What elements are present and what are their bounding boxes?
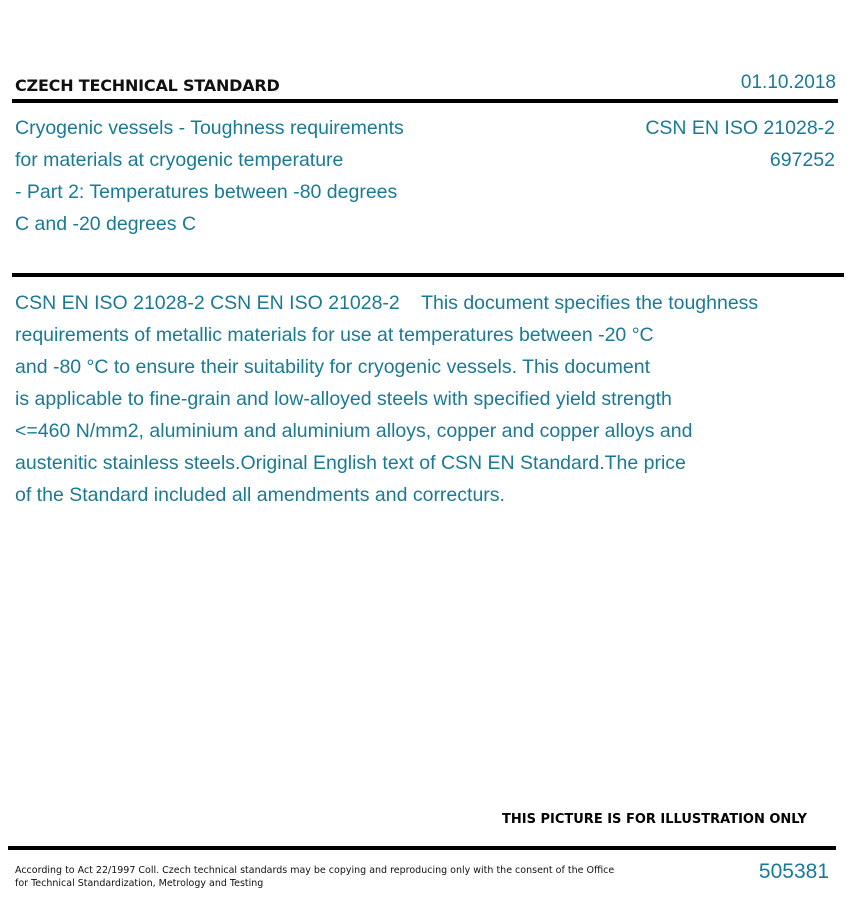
description-line: and -80 °C to ensure their suitability for cryogenic vessels. This document: [15, 356, 650, 378]
legal-notice-line: According to Act 22/1997 Coll. Czech technical standards may be copying and reproducing only with the consent of the Office: [15, 865, 615, 876]
header-divider: [12, 99, 838, 103]
description-line: <=460 N/mm2, aluminium and aluminium alloys, copper and copper alloys and: [15, 420, 693, 442]
description-line: of the Standard included all amendments and correcturs.: [15, 484, 505, 506]
standard-title-line: - Part 2: Temperatures between -80 degrees: [15, 181, 398, 203]
catalog-number: 697252: [769, 149, 835, 171]
standard-title-line: for materials at cryogenic temperature: [15, 149, 344, 171]
standard-code: CSN EN ISO 21028-2: [645, 117, 835, 139]
legal-notice-line: for Technical Standardization, Metrology and Testing: [15, 878, 264, 889]
standard-description: [15, 287, 845, 511]
description-line: CSN EN ISO 21028-2 CSN EN ISO 21028-2 This document specifies the toughness: [15, 292, 759, 314]
illustration-disclaimer: THIS PICTURE IS FOR ILLUSTRATION ONLY: [502, 812, 807, 827]
document-type-heading: CZECH TECHNICAL STANDARD: [15, 76, 280, 95]
standard-title-line: Cryogenic vessels - Toughness requirements: [15, 117, 404, 139]
description-line: requirements of metallic materials for use at temperatures between -20 °C: [15, 324, 654, 346]
standard-title-line: C and -20 degrees C: [15, 213, 197, 235]
description-line: is applicable to fine-grain and low-alloyed steels with specified yield strength: [15, 388, 672, 410]
description-line: austenitic stainless steels.Original English text of CSN EN Standard.The price: [15, 452, 686, 474]
footer-divider: [8, 846, 836, 850]
document-number: 505381: [758, 860, 829, 883]
standard-identifiers: [645, 112, 835, 176]
standard-title: [15, 112, 455, 240]
legal-notice: [15, 864, 614, 890]
section-divider: [12, 273, 844, 277]
publication-date: 01.10.2018: [740, 72, 836, 93]
